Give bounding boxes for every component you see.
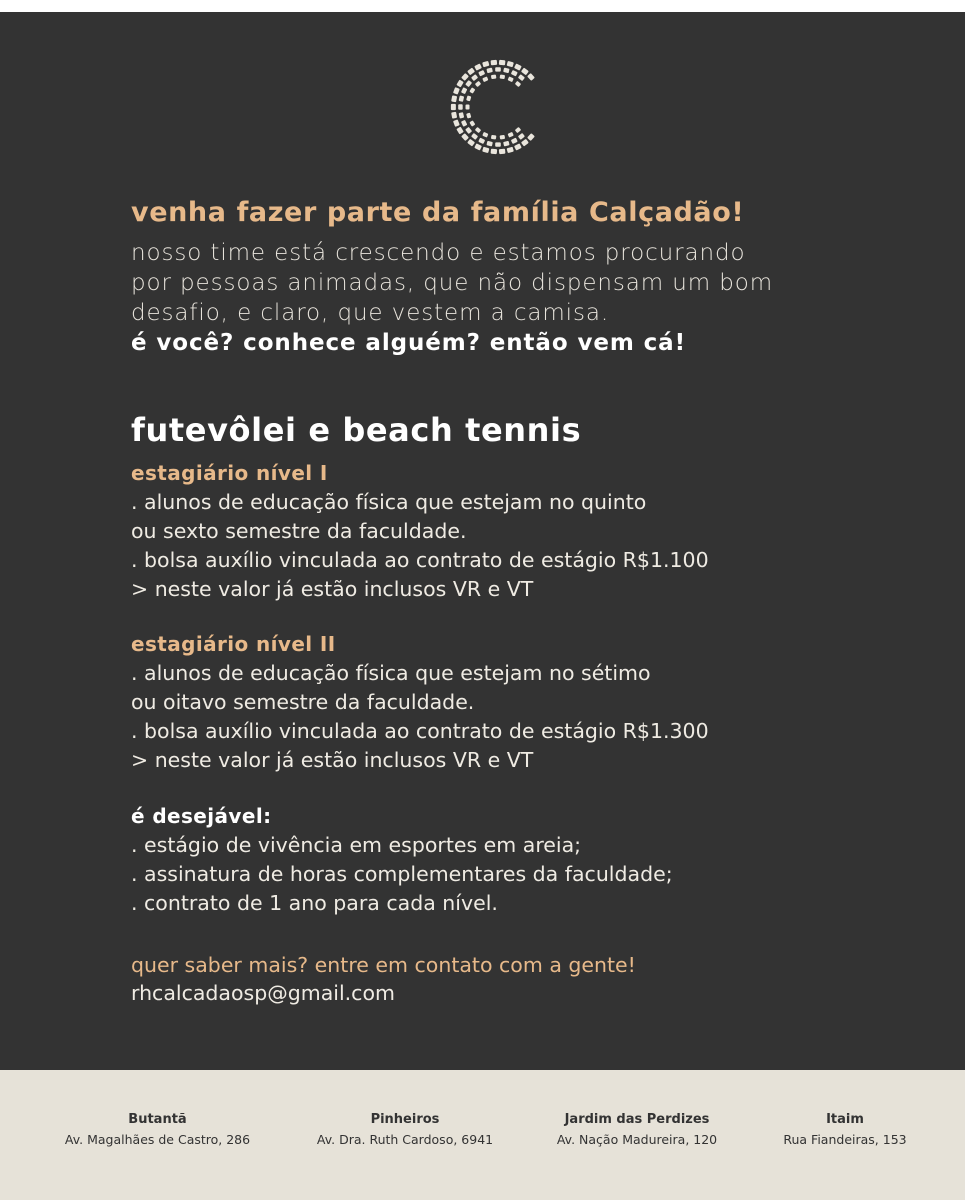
intro-line: por pessoas animadas, que não dispensam um bom [131, 270, 774, 296]
intro-cta: é você? conhece alguém? então vem cá! [131, 330, 686, 356]
desirable-line: . contrato de 1 ano para cada nível. [131, 891, 498, 915]
level1-line: . alunos de educação física que estejam no quinto [131, 490, 647, 514]
level2-line: . bolsa auxílio vinculada ao contrato de estágio R$1.300 [131, 719, 709, 743]
level1-line: . bolsa auxílio vinculada ao contrato de estágio R$1.100 [131, 548, 709, 572]
mosaic-c-icon [448, 55, 548, 159]
location-butanta [55, 1110, 260, 1150]
location-jardim-das-perdizes [542, 1110, 732, 1150]
location-address: Av. Dra. Ruth Cardoso, 6941 [316, 1132, 494, 1147]
level1-line: ou sexto semestre da faculdade. [131, 519, 467, 543]
level2-line: . alunos de educação física que estejam no sétimo [131, 661, 651, 685]
intro-line: nosso time está crescendo e estamos procurando [131, 240, 746, 266]
location-itaim [765, 1110, 925, 1150]
level2-line: > neste valor já estão inclusos VR e VT [131, 748, 534, 772]
location-name: Butantã [128, 1112, 187, 1127]
level2-title: estagiário nível II [131, 632, 336, 656]
level2-line: ou oitavo semestre da faculdade. [131, 690, 475, 714]
location-pinheiros [305, 1110, 505, 1150]
desirable-title: é desejável: [131, 804, 272, 828]
intro-line: desafio, e claro, que vestem a camisa. [131, 300, 610, 326]
level1-block [131, 459, 891, 604]
location-name: Itaim [826, 1112, 864, 1127]
location-address: Av. Nação Madureira, 120 [556, 1132, 718, 1147]
desirable-line: . assinatura de horas complementares da faculdade; [131, 862, 673, 886]
intro-text [131, 238, 851, 358]
location-address: Av. Magalhães de Castro, 286 [64, 1132, 251, 1147]
location-name: Pinheiros [370, 1112, 440, 1127]
level1-line: > neste valor já estão inclusos VR e VT [131, 577, 534, 601]
location-name: Jardim das Perdizes [564, 1112, 710, 1127]
level2-block [131, 630, 891, 775]
desirable-block [131, 802, 891, 918]
desirable-line: . estágio de vivência em esportes em areia; [131, 833, 582, 857]
section-title: futevôlei e beach tennis [131, 411, 582, 449]
level1-title: estagiário nível I [131, 461, 328, 485]
footer-locations [0, 1070, 965, 1200]
location-address: Rua Fiandeiras, 153 [783, 1132, 907, 1147]
contact-question: quer saber mais? entre em contato com a gente! [131, 953, 636, 977]
headline: venha fazer parte da família Calçadão! [131, 197, 745, 228]
contact-email[interactable]: rhcalcadaosp@gmail.com [131, 981, 395, 1005]
